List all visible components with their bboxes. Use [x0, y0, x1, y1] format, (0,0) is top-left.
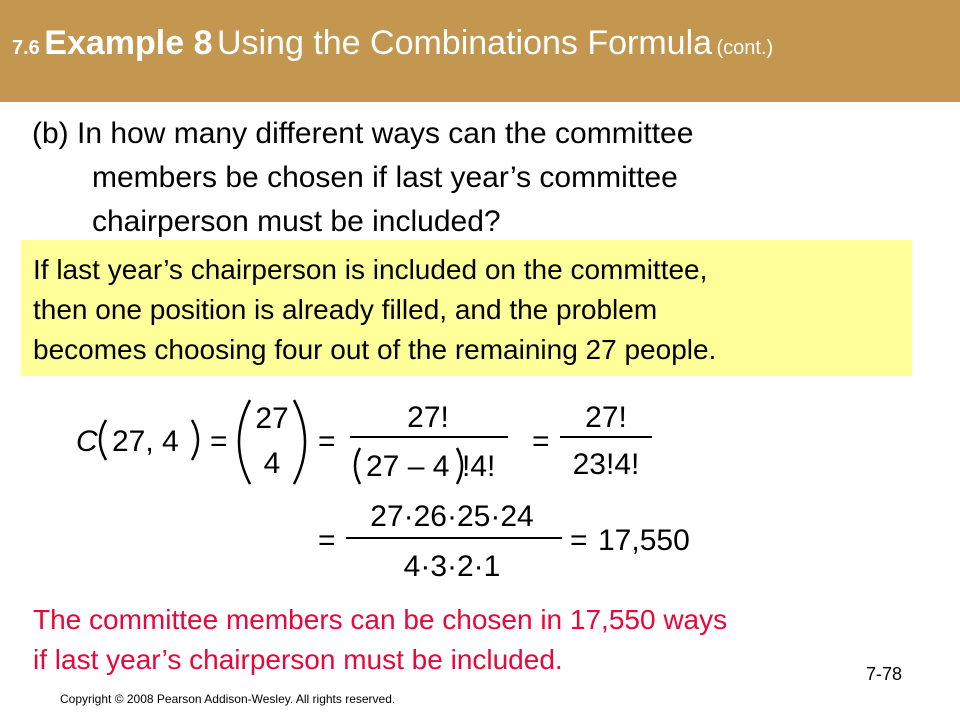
title-text: Using the Combinations Formula [216, 24, 713, 62]
frac1-left-paren [355, 448, 360, 484]
binom-left-paren [239, 400, 250, 484]
example-label: Example 8 [44, 24, 213, 62]
frac3-denominator: 4·3·2·1 [403, 550, 501, 583]
result-value: 17,550 [598, 524, 690, 557]
equals-5: = [570, 524, 588, 557]
conclusion-text [33, 600, 933, 680]
c-symbol: C [76, 425, 98, 458]
conclusion-line-1: The committee members can be chosen in 17,550 ways [33, 604, 728, 635]
binom-right-paren [294, 400, 305, 484]
equals-3: = [532, 425, 550, 458]
title-cont: (cont.) [716, 37, 774, 59]
equals-4: = [318, 524, 336, 557]
question-line-3: chairperson must be included? [92, 205, 501, 238]
question-line-1: (b) In how many different ways can the committee [32, 117, 694, 150]
explanation-line-3: becomes choosing four out of the remaining 27 people. [33, 334, 717, 365]
c-args: 27, 4 [112, 425, 179, 458]
binom-top: 27 [255, 402, 289, 435]
frac1-denominator-rest: !4! [462, 450, 496, 483]
frac1-numerator: 27! [407, 401, 449, 434]
question-line-2: members be chosen if last year’s committee [92, 161, 678, 194]
frac2-denominator: 23!4! [572, 448, 640, 481]
frac1-denominator-inner: 27 – 4 [366, 450, 450, 483]
explanation-line-1: If last year’s chairperson is included on the committee, [33, 254, 708, 285]
section-number: 7.6 [12, 37, 40, 59]
page-number: 7-78 [866, 664, 903, 684]
c-left-paren [100, 420, 106, 460]
conclusion-line-2: if last year’s chairperson must be included. [33, 644, 563, 675]
c-right-paren [192, 420, 198, 460]
frac2-numerator: 27! [585, 401, 627, 434]
explanation-line-2: then one position is already filled, and the problem [33, 294, 658, 325]
frac3-numerator: 27·26·25·24 [370, 500, 534, 533]
binom-bottom: 4 [263, 447, 281, 480]
equals-1: = [210, 425, 228, 458]
copyright-notice: Copyright © 2008 Pearson Addison-Wesley. All rights reserved. [60, 692, 396, 706]
equals-2: = [318, 425, 336, 458]
